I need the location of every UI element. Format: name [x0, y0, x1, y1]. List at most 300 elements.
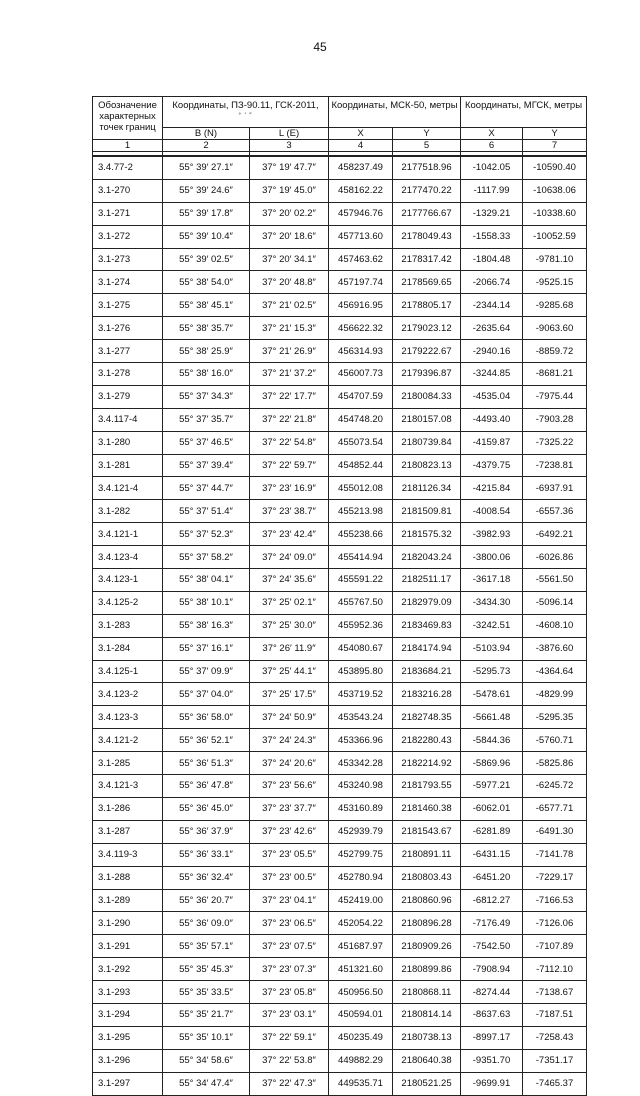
table-row	[93, 775, 587, 798]
msk-y-cell: 2180823.13	[393, 454, 461, 477]
mgsk-x-cell: -2635.64	[461, 317, 523, 340]
mgsk-x-cell: -3800.06	[461, 546, 523, 569]
msk-y-cell: 2180738.13	[393, 1026, 461, 1049]
mgsk-y-cell: -7112.10	[523, 958, 587, 981]
table-row	[93, 156, 587, 179]
msk-x-cell: 455238.66	[329, 523, 393, 546]
msk-x-cell: 454748.20	[329, 408, 393, 431]
longitude-cell: 37° 20′ 48.8″	[250, 271, 329, 294]
header-pz-title: Координаты, ПЗ-90.11, ГСК-2011,	[172, 100, 319, 111]
latitude-cell: 55° 36′ 37.9″	[163, 820, 250, 843]
table-row	[93, 225, 587, 248]
mgsk-x-cell: -6281.89	[461, 820, 523, 843]
mgsk-x-cell: -9351.70	[461, 1049, 523, 1072]
point-id-cell: 3.1-286	[93, 797, 163, 820]
point-id-cell: 3.4.123-3	[93, 706, 163, 729]
msk-x-cell: 451321.60	[329, 958, 393, 981]
table-row	[93, 866, 587, 889]
point-id-cell: 3.1-291	[93, 935, 163, 958]
msk-x-cell: 455213.98	[329, 500, 393, 523]
longitude-cell: 37° 25′ 44.1″	[250, 660, 329, 683]
table-row	[93, 523, 587, 546]
table-row	[93, 752, 587, 775]
table-row	[93, 912, 587, 935]
msk-x-cell: 452054.22	[329, 912, 393, 935]
point-id-cell: 3.4.125-2	[93, 591, 163, 614]
msk-x-cell: 454080.67	[329, 637, 393, 660]
latitude-cell: 55° 37′ 35.7″	[163, 408, 250, 431]
latitude-cell: 55° 38′ 10.1″	[163, 591, 250, 614]
mgsk-x-cell: -2940.16	[461, 340, 523, 363]
longitude-cell: 37° 23′ 00.5″	[250, 866, 329, 889]
latitude-cell: 55° 37′ 58.2″	[163, 546, 250, 569]
column-number: 7	[523, 140, 587, 152]
table-row	[93, 179, 587, 202]
longitude-cell: 37° 20′ 18.6″	[250, 225, 329, 248]
msk-y-cell: 2178317.42	[393, 248, 461, 271]
table-row	[93, 591, 587, 614]
msk-x-cell: 456007.73	[329, 363, 393, 386]
latitude-cell: 55° 38′ 45.1″	[163, 294, 250, 317]
mgsk-x-cell: -3242.51	[461, 614, 523, 637]
latitude-cell: 55° 36′ 32.4″	[163, 866, 250, 889]
point-id-cell: 3.1-296	[93, 1049, 163, 1072]
mgsk-y-cell: -5825.86	[523, 752, 587, 775]
msk-y-cell: 2181543.67	[393, 820, 461, 843]
mgsk-y-cell: -7141.78	[523, 843, 587, 866]
point-id-cell: 3.1-281	[93, 454, 163, 477]
longitude-cell: 37° 23′ 07.5″	[250, 935, 329, 958]
msk-y-cell: 2180899.86	[393, 958, 461, 981]
mgsk-y-cell: -5760.71	[523, 729, 587, 752]
point-id-cell: 3.1-287	[93, 820, 163, 843]
msk-x-cell: 453719.52	[329, 683, 393, 706]
latitude-cell: 55° 38′ 04.1″	[163, 569, 250, 592]
table-row	[93, 248, 587, 271]
point-id-cell: 3.1-297	[93, 1072, 163, 1095]
point-id-cell: 3.4.77-2	[93, 156, 163, 179]
msk-x-cell: 450235.49	[329, 1026, 393, 1049]
msk-x-cell: 454852.44	[329, 454, 393, 477]
msk-x-cell: 455952.36	[329, 614, 393, 637]
header-l: L (E)	[250, 128, 329, 140]
msk-y-cell: 2180896.28	[393, 912, 461, 935]
mgsk-x-cell: -4535.04	[461, 385, 523, 408]
header-mgsk-x: X	[461, 128, 523, 140]
msk-y-cell: 2180803.43	[393, 866, 461, 889]
msk-y-cell: 2181126.34	[393, 477, 461, 500]
msk-x-cell: 457463.62	[329, 248, 393, 271]
mgsk-y-cell: -7126.06	[523, 912, 587, 935]
msk-y-cell: 2182748.35	[393, 706, 461, 729]
msk-x-cell: 453240.98	[329, 775, 393, 798]
point-id-cell: 3.1-271	[93, 202, 163, 225]
mgsk-y-cell: -6026.86	[523, 546, 587, 569]
mgsk-y-cell: -9285.68	[523, 294, 587, 317]
table-body	[93, 156, 587, 1095]
latitude-cell: 55° 36′ 51.3″	[163, 752, 250, 775]
mgsk-x-cell: -7542.50	[461, 935, 523, 958]
mgsk-y-cell: -3876.60	[523, 637, 587, 660]
mgsk-y-cell: -6577.71	[523, 797, 587, 820]
header-pz-units: ° ′ ″	[238, 113, 253, 119]
msk-x-cell: 458237.49	[329, 156, 393, 179]
point-id-cell: 3.1-276	[93, 317, 163, 340]
point-id-cell: 3.4.125-1	[93, 660, 163, 683]
mgsk-y-cell: -7238.81	[523, 454, 587, 477]
point-id-cell: 3.4.123-4	[93, 546, 163, 569]
longitude-cell: 37° 23′ 06.5″	[250, 912, 329, 935]
table-row	[93, 340, 587, 363]
mgsk-y-cell: -7107.89	[523, 935, 587, 958]
header-msk-group: Координаты, МСК-50, метры	[329, 97, 461, 128]
msk-y-cell: 2177470.22	[393, 179, 461, 202]
msk-x-cell: 456314.93	[329, 340, 393, 363]
longitude-cell: 37° 25′ 02.1″	[250, 591, 329, 614]
point-id-cell: 3.1-274	[93, 271, 163, 294]
mgsk-x-cell: -6062.01	[461, 797, 523, 820]
table-row	[93, 317, 587, 340]
mgsk-x-cell: -6451.20	[461, 866, 523, 889]
mgsk-x-cell: -4159.87	[461, 431, 523, 454]
table-row	[93, 202, 587, 225]
msk-x-cell: 457197.74	[329, 271, 393, 294]
msk-x-cell: 450594.01	[329, 1003, 393, 1026]
latitude-cell: 55° 37′ 51.4″	[163, 500, 250, 523]
longitude-cell: 37° 25′ 30.0″	[250, 614, 329, 637]
msk-x-cell: 449882.29	[329, 1049, 393, 1072]
msk-x-cell: 453160.89	[329, 797, 393, 820]
msk-y-cell: 2180521.25	[393, 1072, 461, 1095]
mgsk-y-cell: -6937.91	[523, 477, 587, 500]
latitude-cell: 55° 35′ 57.1″	[163, 935, 250, 958]
point-id-cell: 3.4.119-3	[93, 843, 163, 866]
longitude-cell: 37° 22′ 17.7″	[250, 385, 329, 408]
msk-x-cell: 455414.94	[329, 546, 393, 569]
mgsk-y-cell: -7325.22	[523, 431, 587, 454]
mgsk-x-cell: -4379.75	[461, 454, 523, 477]
table-row	[93, 431, 587, 454]
header-point-designation: Обозначение характерных точек границ	[93, 97, 163, 140]
msk-x-cell: 452939.79	[329, 820, 393, 843]
msk-x-cell: 451687.97	[329, 935, 393, 958]
point-id-cell: 3.1-292	[93, 958, 163, 981]
mgsk-y-cell: -7258.43	[523, 1026, 587, 1049]
point-id-cell: 3.1-285	[93, 752, 163, 775]
latitude-cell: 55° 39′ 27.1″	[163, 156, 250, 179]
table-row	[93, 477, 587, 500]
table-row	[93, 1072, 587, 1095]
point-id-cell: 3.4.121-4	[93, 477, 163, 500]
column-number: 1	[93, 140, 163, 152]
mgsk-x-cell: -4215.84	[461, 477, 523, 500]
msk-y-cell: 2178569.65	[393, 271, 461, 294]
latitude-cell: 55° 36′ 52.1″	[163, 729, 250, 752]
msk-y-cell: 2183684.21	[393, 660, 461, 683]
table-row	[93, 729, 587, 752]
msk-y-cell: 2180868.11	[393, 981, 461, 1004]
table-row	[93, 935, 587, 958]
mgsk-x-cell: -8637.63	[461, 1003, 523, 1026]
header-msk-y: Y	[393, 128, 461, 140]
coordinates-table	[92, 96, 587, 1096]
msk-y-cell: 2181460.38	[393, 797, 461, 820]
mgsk-y-cell: -10590.40	[523, 156, 587, 179]
longitude-cell: 37° 23′ 05.8″	[250, 981, 329, 1004]
mgsk-x-cell: -9699.91	[461, 1072, 523, 1095]
mgsk-x-cell: -7908.94	[461, 958, 523, 981]
point-id-cell: 3.4.123-1	[93, 569, 163, 592]
mgsk-x-cell: -4493.40	[461, 408, 523, 431]
table-row	[93, 1049, 587, 1072]
point-id-cell: 3.1-295	[93, 1026, 163, 1049]
mgsk-y-cell: -8681.21	[523, 363, 587, 386]
table-row	[93, 889, 587, 912]
msk-x-cell: 450956.50	[329, 981, 393, 1004]
latitude-cell: 55° 37′ 44.7″	[163, 477, 250, 500]
longitude-cell: 37° 23′ 07.3″	[250, 958, 329, 981]
table-row	[93, 363, 587, 386]
mgsk-x-cell: -5844.36	[461, 729, 523, 752]
longitude-cell: 37° 23′ 56.6″	[250, 775, 329, 798]
table-row	[93, 843, 587, 866]
mgsk-x-cell: -5478.61	[461, 683, 523, 706]
longitude-cell: 37° 23′ 03.1″	[250, 1003, 329, 1026]
mgsk-x-cell: -4008.54	[461, 500, 523, 523]
longitude-cell: 37° 25′ 17.5″	[250, 683, 329, 706]
msk-y-cell: 2183216.28	[393, 683, 461, 706]
longitude-cell: 37° 23′ 42.6″	[250, 820, 329, 843]
msk-x-cell: 452799.75	[329, 843, 393, 866]
longitude-cell: 37° 21′ 15.3″	[250, 317, 329, 340]
longitude-cell: 37° 21′ 26.9″	[250, 340, 329, 363]
mgsk-x-cell: -3434.30	[461, 591, 523, 614]
mgsk-y-cell: -10638.06	[523, 179, 587, 202]
mgsk-y-cell: -7187.51	[523, 1003, 587, 1026]
mgsk-x-cell: -5103.94	[461, 637, 523, 660]
msk-x-cell: 452780.94	[329, 866, 393, 889]
msk-x-cell: 456622.32	[329, 317, 393, 340]
msk-x-cell: 449535.71	[329, 1072, 393, 1095]
longitude-cell: 37° 24′ 50.9″	[250, 706, 329, 729]
table-row	[93, 385, 587, 408]
mgsk-x-cell: -2344.14	[461, 294, 523, 317]
mgsk-x-cell: -3982.93	[461, 523, 523, 546]
latitude-cell: 55° 35′ 10.1″	[163, 1026, 250, 1049]
latitude-cell: 55° 34′ 58.6″	[163, 1049, 250, 1072]
longitude-cell: 37° 24′ 09.0″	[250, 546, 329, 569]
column-number: 6	[461, 140, 523, 152]
mgsk-x-cell: -6812.27	[461, 889, 523, 912]
table-row	[93, 637, 587, 660]
latitude-cell: 55° 37′ 04.0″	[163, 683, 250, 706]
msk-y-cell: 2180814.14	[393, 1003, 461, 1026]
mgsk-y-cell: -4364.64	[523, 660, 587, 683]
point-id-cell: 3.1-283	[93, 614, 163, 637]
header-pz-group	[163, 97, 329, 128]
latitude-cell: 55° 37′ 16.1″	[163, 637, 250, 660]
column-number: 3	[250, 140, 329, 152]
msk-y-cell: 2182979.09	[393, 591, 461, 614]
mgsk-y-cell: -7903.28	[523, 408, 587, 431]
msk-x-cell: 453543.24	[329, 706, 393, 729]
msk-y-cell: 2179023.12	[393, 317, 461, 340]
msk-y-cell: 2180640.38	[393, 1049, 461, 1072]
longitude-cell: 37° 22′ 54.8″	[250, 431, 329, 454]
mgsk-y-cell: -9781.10	[523, 248, 587, 271]
longitude-cell: 37° 22′ 59.7″	[250, 454, 329, 477]
mgsk-y-cell: -4608.10	[523, 614, 587, 637]
point-id-cell: 3.1-293	[93, 981, 163, 1004]
latitude-cell: 55° 39′ 24.6″	[163, 179, 250, 202]
msk-y-cell: 2178049.43	[393, 225, 461, 248]
column-number: 2	[163, 140, 250, 152]
latitude-cell: 55° 36′ 33.1″	[163, 843, 250, 866]
msk-x-cell: 455073.54	[329, 431, 393, 454]
point-id-cell: 3.1-270	[93, 179, 163, 202]
latitude-cell: 55° 37′ 39.4″	[163, 454, 250, 477]
msk-y-cell: 2182214.92	[393, 752, 461, 775]
mgsk-y-cell: -4829.99	[523, 683, 587, 706]
header-mgsk-y: Y	[523, 128, 587, 140]
mgsk-y-cell: -7166.53	[523, 889, 587, 912]
msk-y-cell: 2182511.17	[393, 569, 461, 592]
table-row	[93, 706, 587, 729]
msk-x-cell: 458162.22	[329, 179, 393, 202]
table-row	[93, 958, 587, 981]
table-row	[93, 271, 587, 294]
latitude-cell: 55° 34′ 47.4″	[163, 1072, 250, 1095]
msk-x-cell: 452419.00	[329, 889, 393, 912]
msk-y-cell: 2179396.87	[393, 363, 461, 386]
msk-y-cell: 2183469.83	[393, 614, 461, 637]
table-row	[93, 408, 587, 431]
column-number: 4	[329, 140, 393, 152]
msk-x-cell: 457713.60	[329, 225, 393, 248]
longitude-cell: 37° 23′ 04.1″	[250, 889, 329, 912]
latitude-cell: 55° 37′ 46.5″	[163, 431, 250, 454]
mgsk-x-cell: -1329.21	[461, 202, 523, 225]
mgsk-y-cell: -9063.60	[523, 317, 587, 340]
longitude-cell: 37° 22′ 59.1″	[250, 1026, 329, 1049]
header-b: B (N)	[163, 128, 250, 140]
latitude-cell: 55° 39′ 17.8″	[163, 202, 250, 225]
point-id-cell: 3.1-272	[93, 225, 163, 248]
column-number: 5	[393, 140, 461, 152]
msk-x-cell: 457946.76	[329, 202, 393, 225]
msk-x-cell: 453895.80	[329, 660, 393, 683]
msk-y-cell: 2178805.17	[393, 294, 461, 317]
point-id-cell: 3.4.121-2	[93, 729, 163, 752]
mgsk-y-cell: -5561.50	[523, 569, 587, 592]
longitude-cell: 37° 20′ 02.2″	[250, 202, 329, 225]
latitude-cell: 55° 38′ 16.3″	[163, 614, 250, 637]
longitude-cell: 37° 19′ 47.7″	[250, 156, 329, 179]
header-mgsk-group: Координаты, МГСК, метры	[461, 97, 587, 128]
point-id-cell: 3.1-280	[93, 431, 163, 454]
msk-y-cell: 2184174.94	[393, 637, 461, 660]
msk-y-cell: 2177766.67	[393, 202, 461, 225]
mgsk-y-cell: -8859.72	[523, 340, 587, 363]
latitude-cell: 55° 36′ 58.0″	[163, 706, 250, 729]
longitude-cell: 37° 22′ 53.8″	[250, 1049, 329, 1072]
latitude-cell: 55° 38′ 25.9″	[163, 340, 250, 363]
msk-x-cell: 456916.95	[329, 294, 393, 317]
point-id-cell: 3.1-275	[93, 294, 163, 317]
table-row	[93, 294, 587, 317]
mgsk-y-cell: -7351.17	[523, 1049, 587, 1072]
table-row	[93, 1003, 587, 1026]
msk-y-cell: 2181575.32	[393, 523, 461, 546]
msk-y-cell: 2180860.96	[393, 889, 461, 912]
point-id-cell: 3.1-288	[93, 866, 163, 889]
latitude-cell: 55° 37′ 34.3″	[163, 385, 250, 408]
mgsk-x-cell: -8274.44	[461, 981, 523, 1004]
longitude-cell: 37° 23′ 38.7″	[250, 500, 329, 523]
point-id-cell: 3.4.117-4	[93, 408, 163, 431]
mgsk-x-cell: -8997.17	[461, 1026, 523, 1049]
point-id-cell: 3.1-282	[93, 500, 163, 523]
table-row	[93, 1026, 587, 1049]
mgsk-y-cell: -7975.44	[523, 385, 587, 408]
mgsk-x-cell: -1558.33	[461, 225, 523, 248]
mgsk-y-cell: -5096.14	[523, 591, 587, 614]
table-row	[93, 614, 587, 637]
point-id-cell: 3.4.121-1	[93, 523, 163, 546]
latitude-cell: 55° 37′ 52.3″	[163, 523, 250, 546]
msk-x-cell: 453342.28	[329, 752, 393, 775]
longitude-cell: 37° 21′ 37.2″	[250, 363, 329, 386]
longitude-cell: 37° 26′ 11.9″	[250, 637, 329, 660]
msk-x-cell: 454707.59	[329, 385, 393, 408]
msk-y-cell: 2180157.08	[393, 408, 461, 431]
latitude-cell: 55° 35′ 33.5″	[163, 981, 250, 1004]
latitude-cell: 55° 36′ 20.7″	[163, 889, 250, 912]
table-row	[93, 500, 587, 523]
table-row	[93, 820, 587, 843]
longitude-cell: 37° 23′ 37.7″	[250, 797, 329, 820]
msk-y-cell: 2180739.84	[393, 431, 461, 454]
mgsk-x-cell: -5295.73	[461, 660, 523, 683]
table-row	[93, 797, 587, 820]
mgsk-y-cell: -7229.17	[523, 866, 587, 889]
point-id-cell: 3.1-290	[93, 912, 163, 935]
mgsk-y-cell: -6245.72	[523, 775, 587, 798]
mgsk-x-cell: -2066.74	[461, 271, 523, 294]
msk-y-cell: 2177518.96	[393, 156, 461, 179]
longitude-cell: 37° 22′ 47.3″	[250, 1072, 329, 1095]
point-id-cell: 3.1-294	[93, 1003, 163, 1026]
point-id-cell: 3.1-289	[93, 889, 163, 912]
msk-y-cell: 2179222.67	[393, 340, 461, 363]
table-row	[93, 683, 587, 706]
latitude-cell: 55° 38′ 16.0″	[163, 363, 250, 386]
longitude-cell: 37° 24′ 35.6″	[250, 569, 329, 592]
mgsk-x-cell: -1042.05	[461, 156, 523, 179]
longitude-cell: 37° 20′ 34.1″	[250, 248, 329, 271]
mgsk-y-cell: -7465.37	[523, 1072, 587, 1095]
longitude-cell: 37° 21′ 02.5″	[250, 294, 329, 317]
mgsk-y-cell: -7138.67	[523, 981, 587, 1004]
mgsk-x-cell: -3244.85	[461, 363, 523, 386]
mgsk-y-cell: -5295.35	[523, 706, 587, 729]
point-id-cell: 3.1-278	[93, 363, 163, 386]
longitude-cell: 37° 24′ 20.6″	[250, 752, 329, 775]
mgsk-y-cell: -6491.30	[523, 820, 587, 843]
table-row	[93, 981, 587, 1004]
mgsk-x-cell: -7176.49	[461, 912, 523, 935]
point-id-cell: 3.1-277	[93, 340, 163, 363]
